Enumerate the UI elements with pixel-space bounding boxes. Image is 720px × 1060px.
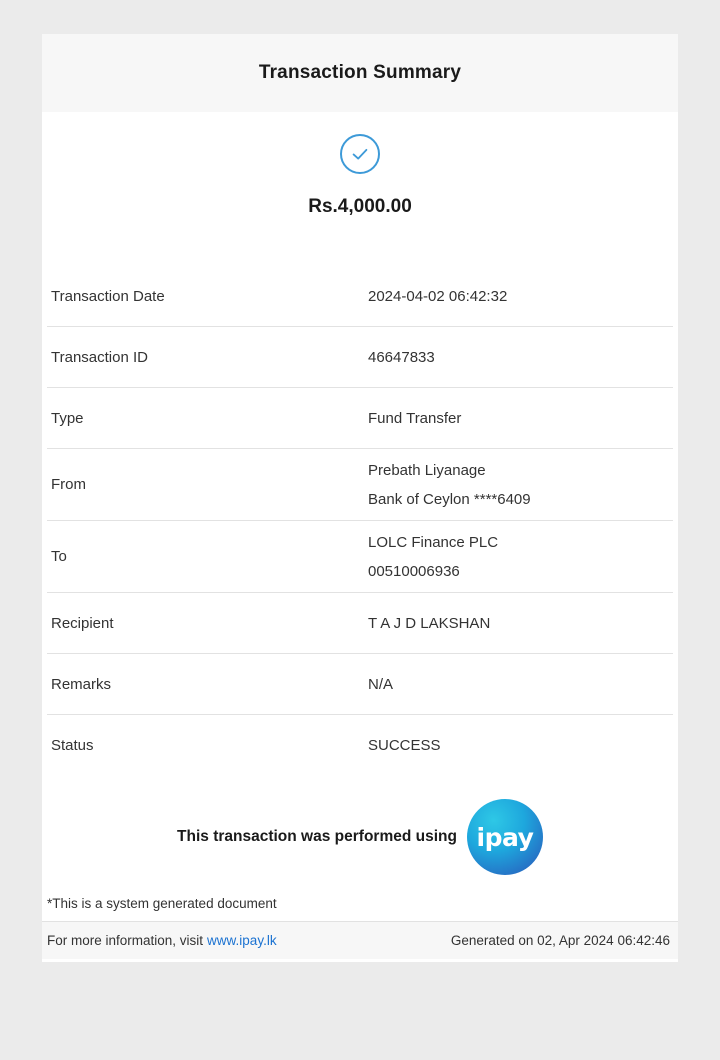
row-value-line1: LOLC Finance PLC	[368, 533, 499, 551]
ipay-website-link[interactable]: www.ipay.lk	[207, 933, 277, 948]
details-table	[42, 266, 678, 776]
footer-info-prefix: For more information, visit	[47, 933, 204, 948]
check-circle-icon	[340, 134, 380, 174]
table-row	[47, 593, 673, 654]
table-row	[47, 715, 673, 776]
generated-on-text: Generated on 02, Apr 2024 06:42:46	[450, 933, 670, 948]
table-row	[47, 449, 673, 521]
row-label: Type	[51, 409, 84, 427]
footer-info	[47, 933, 277, 948]
row-label: Recipient	[51, 614, 114, 632]
status-block	[42, 112, 678, 218]
row-label: Transaction Date	[51, 287, 165, 305]
ipay-logo-text: ipay	[476, 822, 534, 852]
transaction-receipt	[42, 34, 678, 962]
row-label: Remarks	[51, 675, 112, 693]
amount-value: Rs.4,000.00	[308, 196, 412, 217]
row-value-line2: Bank of Ceylon ****6409	[368, 490, 531, 508]
table-row	[47, 266, 673, 327]
table-row	[47, 654, 673, 715]
receipt-footer	[42, 922, 678, 959]
table-row	[47, 521, 673, 593]
table-row	[47, 327, 673, 388]
system-generated-note: *This is a system generated document	[42, 896, 678, 922]
row-label: Status	[51, 737, 94, 754]
row-value: 46647833	[368, 348, 435, 366]
row-value: Fund Transfer	[368, 409, 462, 427]
row-value	[368, 462, 673, 508]
row-label: Transaction ID	[51, 348, 148, 366]
row-value-line2: 00510006936	[368, 562, 460, 580]
performed-using-block	[42, 792, 678, 882]
row-value	[368, 534, 673, 580]
row-value-line1: Prebath Liyanage	[368, 461, 486, 479]
row-label: From	[51, 476, 86, 493]
row-value: N/A	[368, 675, 394, 693]
ipay-logo-icon	[467, 799, 543, 875]
table-row	[47, 388, 673, 449]
row-label: To	[51, 548, 67, 565]
status-badge: SUCCESS	[368, 737, 441, 754]
performed-using-text: This transaction was performed using	[177, 828, 457, 845]
row-value: 2024-04-02 06:42:32	[368, 287, 508, 305]
receipt-header	[42, 34, 678, 112]
page-title: Transaction Summary	[258, 62, 462, 83]
row-value: T A J D LAKSHAN	[368, 614, 491, 632]
